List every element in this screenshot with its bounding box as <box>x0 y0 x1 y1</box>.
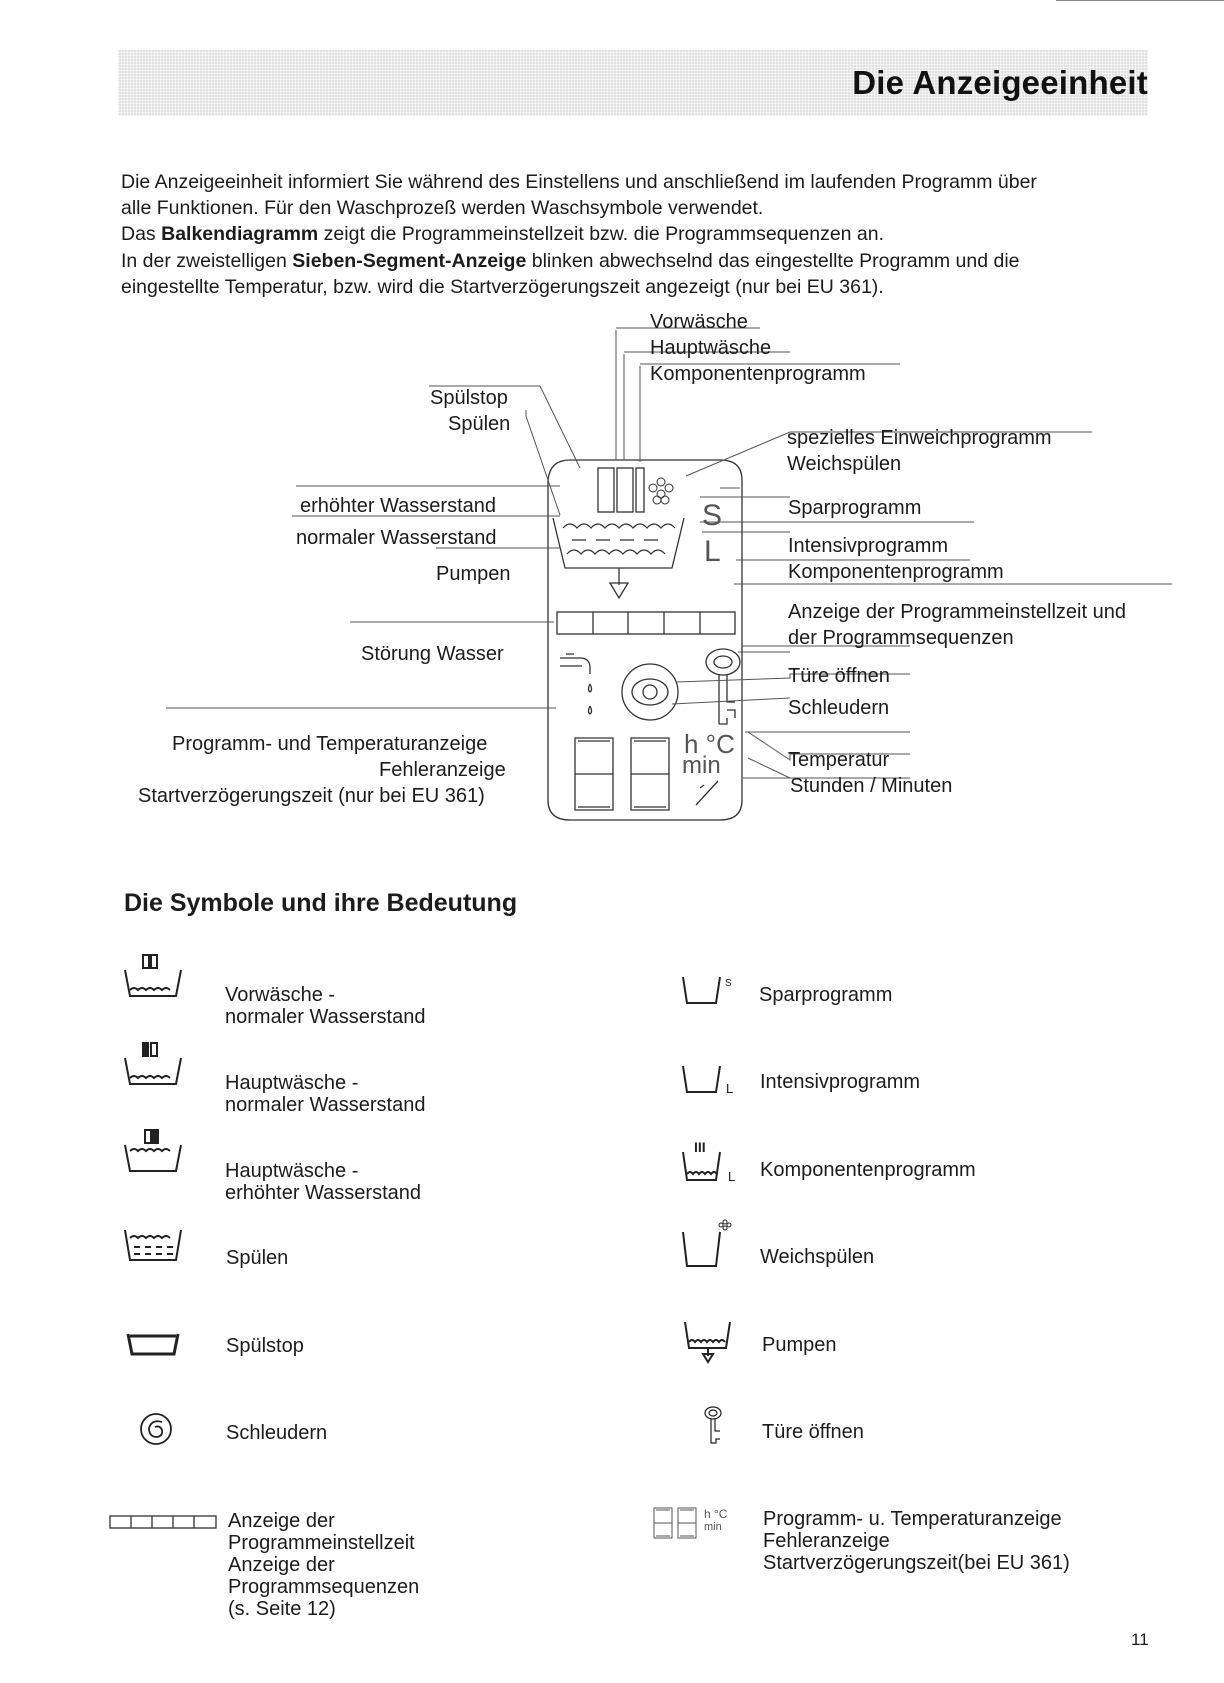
symbol-text-hauptwaesche-normal: Hauptwäsche - normaler Wasserstand <box>225 1072 426 1116</box>
spuelen-icon <box>120 1226 200 1266</box>
symbol-text-sparprogramm: Sparprogramm <box>759 984 893 1006</box>
symbol-text-vorwaesche: Vorwäsche - normaler Wasserstand <box>225 984 426 1028</box>
label-stoerung-wasser: Störung Wasser <box>361 643 504 665</box>
intro-line: alle Funktionen. Für den Waschprozeß werden Waschsymbole verwendet. <box>121 197 764 220</box>
label-temperatur: Temperatur <box>788 749 890 771</box>
tuere-oeffnen-icon <box>700 1405 730 1449</box>
temperature-slash-icon <box>696 781 718 805</box>
komponentenprogramm-icon <box>680 1138 750 1184</box>
label-normaler-wasserstand: normaler Wasserstand <box>296 527 497 549</box>
label-spuelen: Spülen <box>448 413 511 435</box>
symbol-text-anzeige: Anzeige der Programmeinstellzeit Anzeige der Programmsequenzen (s. Seite 12) <box>228 1510 420 1620</box>
svg-text:min: min <box>704 1521 722 1533</box>
symbol-text-weichspuelen: Weichspülen <box>760 1246 875 1268</box>
symbol-text-pumpen: Pumpen <box>762 1334 837 1356</box>
page-number: 11 <box>1131 1630 1149 1649</box>
symbol-text-schleudern: Schleudern <box>226 1422 328 1444</box>
intro-line: eingestellte Temperatur, bzw. wird die Startverzögerungszeit angezeigt (nur bei EU 361). <box>121 275 884 298</box>
display-h-deg-c-glyph: h °C <box>684 729 735 759</box>
weichspuelen-icon <box>680 1218 740 1270</box>
symbol-text-hauptwaesche-erhoeht: Hauptwäsche - erhöhter Wasserstand <box>225 1160 422 1204</box>
intro-line: In der zweistelligen Sieben-Segment-Anzeige blinken abwechselnd das eingestellte Programm und die <box>121 249 1020 272</box>
spin-icon <box>622 664 678 720</box>
intensivprogramm-icon <box>680 1062 740 1096</box>
display-l-glyph: L <box>704 535 721 568</box>
label-fehleranzeige: Fehleranzeige <box>379 759 506 781</box>
svg-text:L: L <box>726 1081 734 1096</box>
label-schleudern: Schleudern <box>788 697 890 719</box>
intro-text <box>121 169 1181 300</box>
display-s-glyph: S <box>702 499 723 532</box>
intro-line: Das Balkendiagramm zeigt die Programmeinstellzeit bzw. die Programmsequenzen an. <box>121 223 885 246</box>
pump-arrow <box>610 568 628 598</box>
sparprogramm-icon <box>680 973 740 1007</box>
symbol-text-programm-anzeige: Programm- u. Temperaturanzeige Fehleranzeige Startverzögerungszeit(bei EU 361) <box>763 1508 1070 1574</box>
symbol-text-spuelen: Spülen <box>226 1247 289 1269</box>
top-bar-1 <box>598 468 614 512</box>
bar-graph <box>557 612 735 634</box>
label-sparprogramm: Sparprogramm <box>788 497 922 519</box>
symbol-text-spuelstop: Spülstop <box>226 1335 304 1357</box>
seven-segment-display-icon <box>652 1504 752 1544</box>
label-weichspuelen: Weichspülen <box>787 453 902 475</box>
pumpen-icon <box>682 1318 742 1364</box>
label-anzeige-line2: der Programmsequenzen <box>788 627 1014 649</box>
symbol-text-intensivprogramm: Intensivprogramm <box>760 1071 921 1093</box>
label-pumpen: Pumpen <box>436 563 511 585</box>
flower-icon <box>649 478 673 504</box>
wave-high <box>563 524 675 528</box>
wave-normal <box>567 550 665 554</box>
tap-icon <box>560 654 590 674</box>
top-rule <box>1056 0 1224 1</box>
seven-segment-digits <box>575 738 669 810</box>
label-erhoehter-wasserstand: erhöhter Wasserstand <box>300 495 497 517</box>
svg-text:L: L <box>728 1169 736 1184</box>
water-drops <box>589 684 592 714</box>
bar-display-icon <box>108 1513 220 1533</box>
label-anzeige-line1: Anzeige der Programmeinstellzeit und <box>788 601 1126 623</box>
symbol-text-tuere-oeffnen: Türe öffnen <box>762 1421 864 1443</box>
schleudern-icon <box>138 1410 178 1450</box>
label-tuere-oeffnen: Türe öffnen <box>788 665 890 687</box>
label-stunden-minuten: Stunden / Minuten <box>790 775 953 797</box>
top-bar-2 <box>617 468 633 512</box>
label-komponentenprogramm-right: Komponentenprogramm <box>788 561 1004 583</box>
display-min-glyph: min <box>682 752 721 779</box>
svg-text:S: S <box>725 978 732 989</box>
page-title: Die Anzeigeeinheit <box>852 64 1148 101</box>
label-vorwaesche: Vorwäsche <box>650 311 748 333</box>
label-programm-temperaturanzeige: Programm- und Temperaturanzeige <box>172 733 488 755</box>
label-komponentenprogramm-top: Komponentenprogramm <box>650 363 866 385</box>
hauptwaesche-erhoeht-icon <box>120 1127 200 1177</box>
label-startverzoegerungszeit: Startverzögerungszeit (nur bei EU 361) <box>138 785 485 807</box>
symbols-section-title: Die Symbole und ihre Bedeutung <box>124 889 518 917</box>
intro-line: Die Anzeigeeinheit informiert Sie während des Einstellens und anschließend im laufenden Programm über <box>121 171 1037 193</box>
vorwaesche-icon <box>120 952 200 1002</box>
key-icon <box>706 649 740 675</box>
svg-text:III: III <box>694 1139 706 1155</box>
label-spuelstop: Spülstop <box>430 387 508 409</box>
svg-text:h °C: h °C <box>704 1507 728 1521</box>
top-bar-3 <box>636 468 644 512</box>
label-spezielles-einweichprogramm: spezielles Einweichprogramm <box>787 427 1052 449</box>
display-panel-drawing <box>0 300 1224 840</box>
label-intensivprogramm: Intensivprogramm <box>788 535 949 557</box>
spuelstop-icon <box>122 1330 182 1360</box>
symbol-text-komponentenprogramm: Komponentenprogramm <box>760 1159 976 1181</box>
hauptwaesche-normal-icon <box>120 1040 200 1090</box>
label-hauptwaesche: Hauptwäsche <box>650 337 772 359</box>
